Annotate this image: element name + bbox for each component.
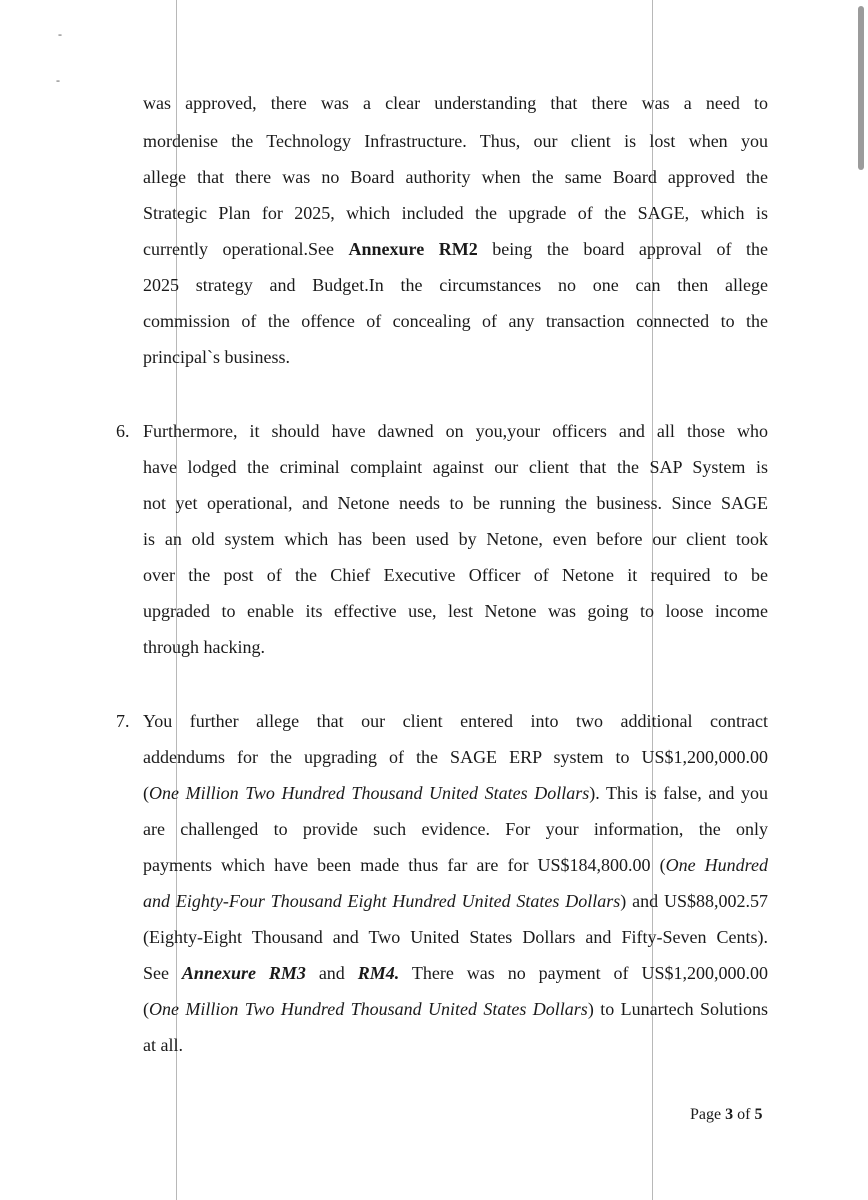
- of-label: of: [733, 1106, 755, 1123]
- annexure-reference: Annexure RM3: [181, 963, 306, 983]
- text-segment: being the board approval of the: [477, 239, 768, 259]
- text-segment: payments which have been made thus far are for US$184,800.00 (: [143, 855, 666, 875]
- text-segment: See: [143, 963, 182, 983]
- italic-amount-words: and Eighty-Four Thousand Eight Hundred United States Dollars: [143, 891, 621, 911]
- text-line: commission of the offence of concealing of any transaction connected to the: [143, 311, 768, 331]
- annexure-reference: Annexure RM2: [348, 239, 478, 259]
- text-line: mordenise the Technology Infrastructure. Thus, our client is lost when you: [143, 131, 768, 151]
- text-segment: There was no payment of US$1,200,000.00: [399, 963, 768, 983]
- annexure-reference: RM4.: [357, 963, 400, 983]
- text-line: Strategic Plan for 2025, which included the upgrade of the SAGE, which is: [143, 203, 768, 223]
- text-line: (Eighty-Eight Thousand and Two United States Dollars and Fifty-Seven Cents).: [143, 927, 768, 947]
- page-number: [690, 1105, 762, 1125]
- current-page: 3: [725, 1106, 734, 1123]
- margin-mark: -: [56, 73, 60, 87]
- text-line: Furthermore, it should have dawned on you,your officers and all those who: [143, 421, 768, 441]
- text-line: not yet operational, and Netone needs to be running the business. Since SAGE: [143, 493, 768, 513]
- text-line: [143, 854, 768, 876]
- text-line: [143, 890, 768, 912]
- text-line: 2025 strategy and Budget.In the circumstances no one can then allege: [143, 275, 768, 295]
- text-line: [143, 782, 768, 804]
- page-label: Page: [690, 1106, 726, 1123]
- italic-amount-words: One Hundred: [665, 855, 768, 875]
- text-line: over the post of the Chief Executive Officer of Netone it required to be: [143, 565, 768, 585]
- paragraph-number: 6.: [116, 421, 130, 441]
- text-line: principal`s business.: [143, 347, 290, 367]
- text-segment: ) and US$88,002.57: [620, 891, 768, 911]
- italic-amount-words: One Million Two Hundred Thousand United States Dollars: [149, 783, 590, 803]
- total-pages: 5: [754, 1106, 763, 1123]
- text-segment: ). This is false, and you: [589, 783, 768, 803]
- margin-mark: -: [58, 27, 62, 41]
- text-line: is an old system which has been used by Netone, even before our client took: [143, 529, 768, 549]
- text-segment: (: [143, 783, 149, 803]
- text-line: at all.: [143, 1035, 183, 1055]
- italic-amount-words: One Million Two Hundred Thousand United States Dollars: [149, 999, 588, 1019]
- text-line: [143, 962, 768, 984]
- paragraph-number: 7.: [116, 711, 130, 731]
- text-line: [143, 998, 768, 1020]
- text-line: was approved, there was a clear understanding that there was a need to: [143, 93, 768, 113]
- text-line: [143, 238, 768, 260]
- text-segment: currently operational.See: [143, 239, 349, 259]
- text-segment: ) to Lunartech Solutions: [587, 999, 768, 1019]
- text-line: upgraded to enable its effective use, lest Netone was going to loose income: [143, 601, 768, 621]
- text-line: allege that there was no Board authority when the same Board approved the: [143, 167, 768, 187]
- text-segment: (: [143, 999, 149, 1019]
- vertical-scrollbar[interactable]: [858, 0, 864, 1200]
- text-line: addendums for the upgrading of the SAGE ERP system to US$1,200,000.00: [143, 747, 768, 767]
- text-segment: and: [305, 963, 358, 983]
- text-line: through hacking.: [143, 637, 265, 657]
- text-line: are challenged to provide such evidence. For your information, the only: [143, 819, 768, 839]
- scrollbar-thumb[interactable]: [858, 6, 864, 170]
- text-line: have lodged the criminal complaint against our client that the SAP System is: [143, 457, 768, 477]
- text-line: You further allege that our client entered into two additional contract: [143, 711, 768, 731]
